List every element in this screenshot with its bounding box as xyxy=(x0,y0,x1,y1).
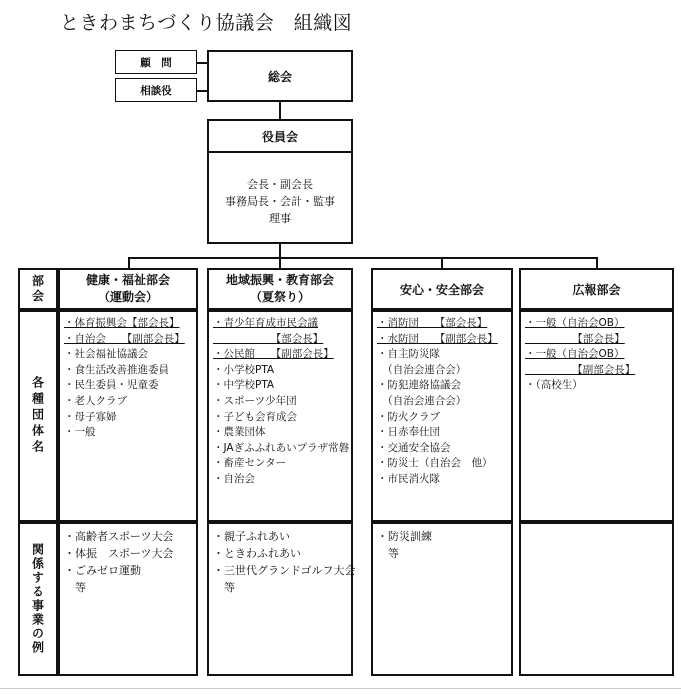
group-item: ・交通安全協会 xyxy=(377,441,451,454)
event-item: 等 xyxy=(64,581,86,594)
group-item: ・防災士（自治会 他） xyxy=(377,457,493,470)
events-kenko xyxy=(58,522,198,676)
group-item: ・公民館 【副部会長】 xyxy=(213,348,334,361)
division-event: （夏祭り） xyxy=(249,290,310,304)
label-bukai xyxy=(18,268,58,310)
event-item: 等 xyxy=(213,581,235,594)
group-item: ・社会福祉協議会 xyxy=(64,348,148,361)
groups-anshin xyxy=(371,310,513,522)
group-item: ・自主防災隊 xyxy=(377,348,440,361)
sodanyaku-box xyxy=(115,78,197,102)
groups-chiiki xyxy=(207,310,353,522)
group-item: ・母子寡婦 xyxy=(64,410,117,423)
group-item: ・一般（自治会OB） xyxy=(525,348,625,361)
groups-kenko xyxy=(58,310,198,522)
event-item: ・親子ふれあい xyxy=(213,530,290,543)
division-header-anshin xyxy=(371,268,513,310)
group-item: ・食生活改善推進委員 xyxy=(64,363,169,376)
group-item: ・水防団 【副部会長】 xyxy=(377,332,498,345)
label-dantai xyxy=(18,310,58,522)
division-name: 健康・福祉部会 xyxy=(85,273,170,287)
group-item: ・市民消火隊 xyxy=(377,472,440,485)
soukai-label: 総会 xyxy=(267,69,292,84)
group-item: 【副部会長】 xyxy=(525,363,636,376)
group-item: ・子ども会育成会 xyxy=(213,410,297,423)
tree-trunk xyxy=(279,244,281,257)
group-item: ・スポーツ少年団 xyxy=(213,394,297,407)
event-item: ・三世代グランドゴルフ大会 xyxy=(213,564,356,577)
advisor-connector-2 xyxy=(197,90,207,92)
komon-box xyxy=(115,50,197,74)
yakuinkai-line-3: 理事 xyxy=(269,212,291,225)
group-item: （自治会連合会） xyxy=(377,363,467,376)
label-bukai-text: 部 会 xyxy=(31,274,44,303)
group-item: 【部会長】 xyxy=(213,332,324,345)
soukai-yakuin-connector xyxy=(279,102,281,119)
division-name: 安心・安全部会 xyxy=(399,282,484,297)
yakuinkai-line-2: 事務局長・会計・監事 xyxy=(225,195,335,208)
group-item: ・（高校生） xyxy=(525,379,583,392)
event-item: ・体振 スポーツ大会 xyxy=(64,547,174,560)
division-event: （運動会） xyxy=(97,290,158,304)
tree-drop-4 xyxy=(596,257,598,268)
yakuinkai-title-box xyxy=(207,119,353,153)
label-jigyo-text: 関係する事業の例 xyxy=(30,543,45,655)
komon-label: 顧 問 xyxy=(140,56,172,69)
group-item: （自治会連合会） xyxy=(377,394,467,407)
group-item: ・老人クラブ xyxy=(64,394,127,407)
group-item: ・体育振興会【部会長】 xyxy=(64,317,180,329)
tree-drop-3 xyxy=(441,257,443,268)
yakuinkai-members-box xyxy=(207,151,353,244)
division-header-chiiki xyxy=(207,268,353,310)
sodanyaku-label: 相談役 xyxy=(140,84,172,97)
event-item: ・ごみゼロ運動 xyxy=(64,564,141,577)
group-item: 【部会長】 xyxy=(525,332,625,345)
group-item: ・青少年育成市民会議 xyxy=(213,317,318,329)
group-item: ・畜産センター xyxy=(213,457,287,470)
event-item: ・防災訓練 xyxy=(377,530,432,543)
yakuinkai-line-1: 会長・副会長 xyxy=(247,178,313,191)
label-dantai-text: 各種団体名 xyxy=(30,376,45,456)
soukai-box xyxy=(207,50,353,102)
label-jigyo xyxy=(18,522,58,676)
event-item: ・ときわふれあい xyxy=(213,547,301,560)
group-item: ・中学校PTA xyxy=(213,379,275,392)
group-item: ・一般（自治会OB） xyxy=(525,317,625,329)
division-name: 広報部会 xyxy=(572,282,621,297)
group-item: ・防犯連絡協議会 xyxy=(377,379,461,392)
group-item: ・一般 xyxy=(64,426,96,439)
event-item: ・高齢者スポーツ大会 xyxy=(64,530,174,543)
page-title: ときわまちづくり協議会 組織図 xyxy=(60,12,353,34)
tree-drop-1 xyxy=(128,257,130,268)
group-item: ・小学校PTA xyxy=(213,363,275,376)
group-item: ・自治会 【副部会長】 xyxy=(64,332,185,345)
tree-drop-2 xyxy=(279,257,281,268)
group-item: ・農業団体 xyxy=(213,426,266,439)
group-item: ・民生委員・児童委 xyxy=(64,379,159,392)
events-anshin xyxy=(371,522,513,676)
events-chiiki xyxy=(207,522,356,676)
events-koho xyxy=(519,522,674,676)
event-item: 等 xyxy=(377,547,399,560)
group-item: ・JAぎふふれあいプラザ常磐 xyxy=(213,441,350,454)
group-item: ・自治会 xyxy=(213,472,255,485)
group-item: ・消防団 【部会長】 xyxy=(377,317,488,329)
group-item: ・防火クラブ xyxy=(377,410,440,423)
page-bottom-rule xyxy=(0,688,681,689)
division-name: 地域振興・教育部会 xyxy=(225,273,334,287)
advisor-connector xyxy=(197,62,207,64)
groups-koho xyxy=(519,310,674,522)
tree-bar xyxy=(128,257,596,259)
division-header-kenko xyxy=(58,268,198,310)
group-item: ・日赤奉仕団 xyxy=(377,426,440,439)
yakuinkai-title: 役員会 xyxy=(261,129,298,144)
division-header-koho xyxy=(519,268,674,310)
